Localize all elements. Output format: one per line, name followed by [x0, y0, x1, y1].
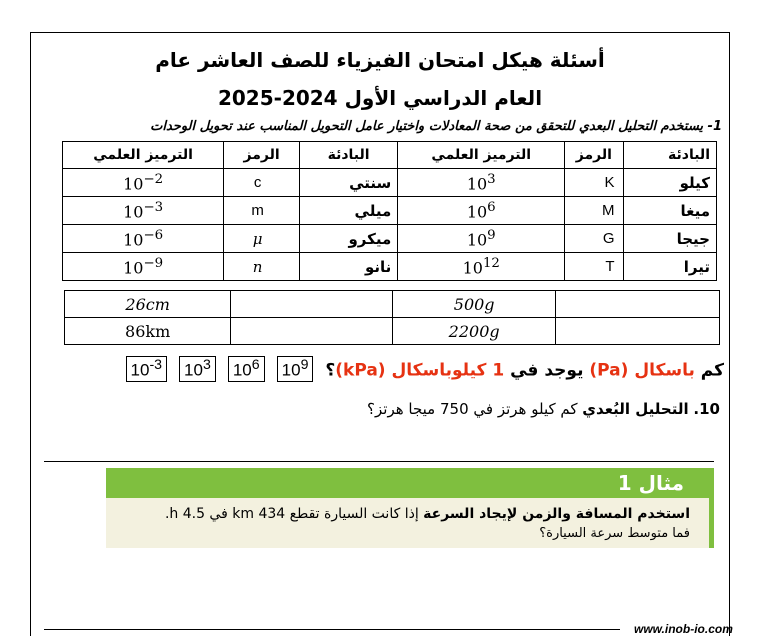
scientific-cell: $10^{-3}$	[63, 197, 224, 225]
divider	[44, 629, 620, 630]
header-cell: الترميز العلمي	[398, 142, 565, 169]
scientific-cell: $10^6$	[398, 197, 565, 225]
question-pascal: كم باسكال (Pa) يوجد في 1 كيلوباسكال (kPa)؟ $10^910^610^310^{-3}$	[120, 356, 724, 382]
quantity-cell: 26cm	[65, 291, 231, 318]
answer-option[interactable]: $10^9$	[277, 356, 314, 382]
answer-cell[interactable]	[555, 291, 719, 318]
table-row	[65, 291, 720, 318]
symbol-cell: c	[224, 169, 300, 197]
answer-option[interactable]: $10^3$	[179, 356, 216, 382]
quantity-cell: 500g	[393, 291, 555, 318]
symbol-cell: G	[565, 225, 623, 253]
page-title: أسئلة هيكل امتحان الفيزياء للصف العاشر عام	[155, 48, 605, 72]
conversion-table	[64, 290, 720, 345]
scientific-cell: $10^{12}$	[398, 253, 565, 281]
scientific-cell: $10^{-2}$	[63, 169, 224, 197]
table-row	[63, 253, 717, 281]
header-cell: الرمز	[565, 142, 623, 169]
table-row	[63, 197, 717, 225]
header-cell: الترميز العلمي	[63, 142, 224, 169]
answer-cell[interactable]	[231, 318, 393, 345]
scientific-cell: $10^{-6}$	[63, 225, 224, 253]
example-header: مثال 1	[106, 468, 714, 498]
symbol-cell: μ	[224, 225, 300, 253]
prefix-cell: ميغا	[623, 197, 716, 225]
header-cell: البادئة	[623, 142, 716, 169]
prefix-cell: جيجا	[623, 225, 716, 253]
example-line-1: استخدم المسافة والزمن لإيجاد السرعة إذا كانت السيارة تقطع 434 km في 4.5 h.	[164, 506, 690, 522]
divider	[44, 461, 714, 462]
example-box	[106, 498, 714, 548]
prefix-cell: تيرا	[623, 253, 716, 281]
footer-url[interactable]: www.inob-io.com	[634, 622, 733, 636]
scientific-cell: $10^9$	[398, 225, 565, 253]
prefix-cell: ميكرو	[299, 225, 397, 253]
table-row	[63, 169, 717, 197]
answer-option[interactable]: $10^6$	[228, 356, 265, 382]
quantity-cell: 2200g	[393, 318, 555, 345]
symbol-cell: m	[224, 197, 300, 225]
question-1: 1- يستخدم التحليل البعدي للتحقق من صحة المعادلات واختيار عامل التحويل المناسب عند تحويل الوحدات	[150, 119, 722, 134]
page-subtitle: العام الدراسي الأول 2024-2025	[217, 86, 543, 110]
answer-cell[interactable]	[231, 291, 393, 318]
prefix-cell: ميلي	[299, 197, 397, 225]
prefix-cell: كيلو	[623, 169, 716, 197]
symbol-cell: K	[565, 169, 623, 197]
example-line-2: فما متوسط سرعة السيارة؟	[539, 526, 690, 541]
symbol-cell: n	[224, 253, 300, 281]
symbol-cell: M	[565, 197, 623, 225]
scientific-cell: $10^{-9}$	[63, 253, 224, 281]
scientific-cell: $10^3$	[398, 169, 565, 197]
prefix-cell: سنتي	[299, 169, 397, 197]
question-10: 10. التحليل البُعدي كم كيلو هرتز في 750 ميجا هرتز؟	[367, 400, 720, 418]
header-cell: الرمز	[224, 142, 300, 169]
answer-option[interactable]: $10^{-3}$	[126, 356, 168, 382]
quantity-cell: 86km	[65, 318, 231, 345]
table-header-row	[63, 142, 717, 169]
prefix-cell: نانو	[299, 253, 397, 281]
prefix-table	[62, 141, 717, 281]
header-cell: البادئة	[299, 142, 397, 169]
table-row	[63, 225, 717, 253]
symbol-cell: T	[565, 253, 623, 281]
example-accent-bar	[709, 498, 714, 548]
table-row	[65, 318, 720, 345]
answer-cell[interactable]	[555, 318, 719, 345]
